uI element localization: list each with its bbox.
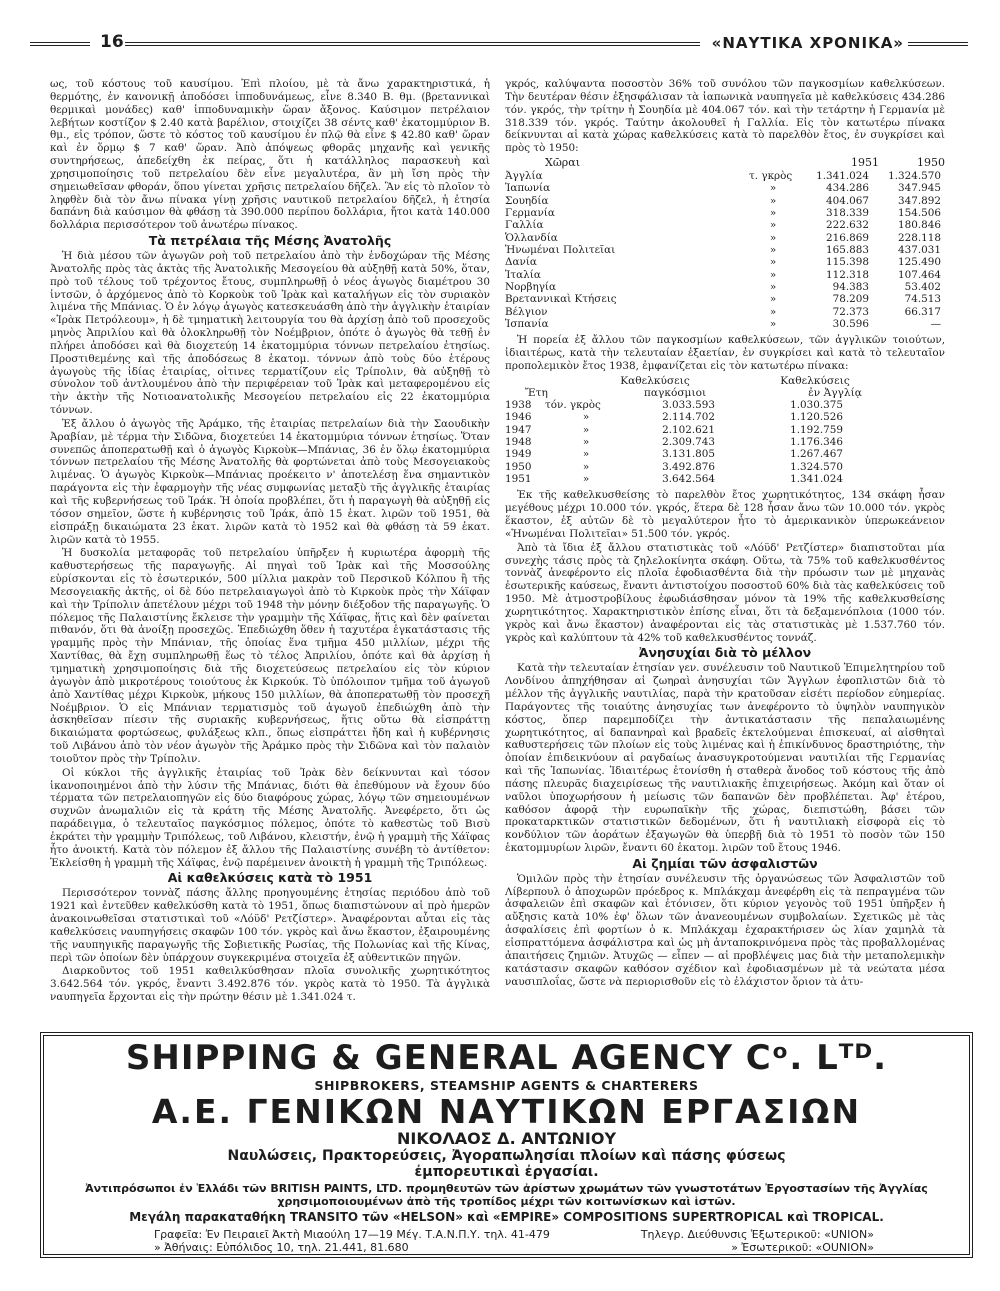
paragraph: Ἀπὸ τὰ ἴδια ἐξ ἄλλου στατιστικὰς τοῦ «Λόϋδ' Ρετζίστερ» διαπιστοῦται μία συνεχὴς τάσις πρὸς τὰ ζηλελοκίνητα σκάφη. Οὕτω, τὰ 75% τοῦ καθελκυσθέντος τοννὰζ ἀνεφέροντο εἰς πλοῖα ἐφοδιασθέντα διὰ τὴν πρόωσιν των μὲ μηχανὰς ἐσωτερικῆς καύσεως, ἔναντι ἀντιστοίχου ποσοστοῦ 60% διὰ τὰς καθελκύσεις τοῦ 1950. Μὲ ἀτμοστροβίλους ἐφωδιάσθησαν μόνον τὰ 19% τῆς καθελκυσθείσης χωρητικότητος. Χαρακτηριστικὸν ἐπίσης εἶναι, ὅτι τὰ δεξαμενόπλοια (1000 τόν. γκρὸς καὶ ἄνω ἕκαστον) ἀναφέρονται εἰς τὰς στατιστικὰς μὲ 1.537.760 τόν. γκρὸς καὶ καλύπτουν τὰ 42% τοῦ καθελκυσθέντος τοννάζ. [505, 541, 945, 644]
column-header-uk-sub: ἐν Ἀγγλίᾳ [808, 386, 862, 399]
country-name: Ἰταλία [505, 268, 541, 281]
value-1950: 347.945 [898, 182, 941, 195]
ad-telegraph-foreign: Τηλεγρ. Διεύθυνσις Ἐξωτερικοῦ: «UNION» [640, 1228, 874, 1241]
paragraph: Ἐκ τῆς καθελκυσθείσης τὸ παρελθὸν ἔτος χωρητικότητος, 134 σκάφη ἦσαν μεγέθους μέχρι 10.000 τόν. γκρός, ἕτερα δὲ 128 ἦσαν ἄνω τῶν 10.000 τόν. γκρὸς ἕκαστον, ἐξ αὐτῶν δὲ τὸ μεγαλύτερον ἦτο τὸ ἀμερικανικὸν ὑπερωκεάνειον «Ἡνωμέναι Πολιτεῖαι» 51.500 τόν. γκρός. [505, 489, 945, 540]
column-header-1950: 1950 [917, 156, 946, 170]
column-header-world: Καθελκύσεις [620, 374, 690, 387]
unit: » [582, 423, 590, 436]
value-1951: 94.383 [832, 281, 869, 293]
uk-value: 1.030.375 [790, 398, 843, 411]
country-name: Νορβηγία [505, 281, 556, 293]
unit: » [582, 411, 590, 424]
table-row [505, 318, 945, 330]
value-1950: 180.846 [898, 219, 941, 232]
unit: » [769, 268, 777, 281]
table-row [505, 170, 945, 182]
left-column [50, 78, 490, 1005]
table-row [505, 269, 945, 281]
unit: » [769, 305, 777, 318]
ad-address-piraeus: Γραφεῖα: Ἐν Πειραιεῖ Ἀκτὴ Μιαούλη 17—19 Μέγ. Τ.Α.Ν.Π.Υ. τηλ. 41-479 [154, 1228, 550, 1241]
ad-services-line: Ναυλώσεις, Πρακτορεύσεις, Ἀγοραπωλησίαι πλοίων καὶ πάσης φύσεως [227, 1148, 786, 1164]
uk-value: 1.324.570 [790, 460, 843, 473]
value-1951: 404.067 [826, 194, 869, 207]
country-name: Βέλγιον [505, 305, 548, 318]
newspaper-page [30, 30, 970, 1260]
year: 1950 [505, 460, 532, 473]
unit: » [769, 243, 777, 256]
world-value: 3.492.876 [662, 460, 715, 473]
value-1950: 107.464 [898, 268, 941, 281]
world-value: 2.114.702 [662, 411, 715, 424]
country-name: Δανία [505, 256, 537, 269]
value-1951: 115.398 [826, 256, 869, 269]
table-row [505, 256, 945, 268]
ad-representation: Ἀντιπρόσωποι ἐν Ἑλλάδι τῶν BRITISH PAINTS, LTD. προμηθευτῶν τῶν ἀρίστων χρωμάτων τῶν γνωστοτάτων Ἐργοστασίων τῆς Ἀγγλίας χρησιμοποιουμένων ἀπὸ τῆς τροπίδος μέχρι τῶν κοιτωνίσκων καὶ ἱστῶν. [85, 1182, 928, 1208]
ad-company-name-english: SHIPPING & GENERAL AGENCY Cᵒ. Lᵀᴰ. [125, 1038, 888, 1078]
spacer [715, 424, 753, 436]
country-name: Βρεταννικαὶ Κτήσεις [505, 293, 617, 306]
unit: τόν. γκρὸς [545, 398, 601, 411]
value-1950: 228.118 [898, 231, 941, 244]
value-1951: 216.869 [826, 231, 869, 244]
value-1950: 1.324.570 [888, 169, 941, 182]
table-row [505, 281, 945, 293]
ad-telegraph-domestic: » Ἐσωτερικοῦ: «OUNION» [731, 1241, 874, 1254]
unit: » [769, 293, 777, 306]
paragraph: Ἡ διὰ μέσου τῶν ἀγωγῶν ροὴ τοῦ πετρελαίου ἀπὸ τὴν ἐνδοχώραν τῆς Μέσης Ἀνατολῆς πρὸς τὰς ἀκτὰς τῆς Ἀνατολικῆς Μεσογείου θὰ αὐξηθῇ κατὰ 50%, ὅταν, πρὸ τοῦ τέλους τοῦ τρέχοντος ἔτους, συμπληρωθῇ ὁ νέος ἀγωγὸς διαμέτρου 30 ἰντσῶν, ὁ ἀρχόμενος ἀπὸ τὸ Κορκοὺκ τοῦ Ἰρὰκ καὶ καταλήγων εἰς τὸν συριακὸν λιμένα τῆς Μπάνιας. Ὁ ἐν λόγῳ ἀγωγὸς κατεσκευάσθη ἀπὸ τὴν ἀγγλικὴν ἑταιρίαν «Ἰρὰκ Πετρόλεουμ», ἡ δὲ τμηματικὴ λειτουργία του θὰ ἀρχίσῃ ἀπὸ τοῦ προσεχοῦς μηνὸς Ἀπριλίου καὶ θὰ ὁλοκληρωθῇ τὸν Νοέμβριον, ὁπότε ὁ ἀγωγὸς θὰ τεθῇ ἐν πλήρει ἀποδόσει καὶ θὰ διοχετεύῃ 14 ἑκατομμύρια τόννων πετρελαίου ἐτησίως. Προστιθεμένης καὶ τῆς ἀποδόσεως 8 ἑκατομ. τόννων ἀπὸ τοὺς δύο ἑτέρους ἀγωγοὺς τῆς ἰδίας ἑταιρίας, οἱτινες τερματίζουν εἰς Τρίπολιν, θὰ αὐξηθῇ τὸ σύνολον τοῦ ἀντλουμένου ἀπὸ τὴν περιφέρειαν τοῦ Ἰρὰκ καὶ μεταφερομένου εἰς τὴν ἀκτὴν τῆς Νοτιοανατολικῆς Μεσογείου πετρελαίου εἰς 22 ἑκατομμύρια τόννων. [50, 249, 490, 417]
world-value: 3.642.564 [662, 472, 715, 485]
table-header [505, 157, 945, 170]
value-1950: 154.506 [898, 206, 941, 219]
value-1951: 222.632 [826, 219, 869, 232]
header-rule-right [908, 42, 968, 46]
column-header-year: Ἔτη [525, 386, 548, 399]
unit: » [582, 435, 590, 448]
unit: » [769, 206, 777, 219]
value-1950: 347.892 [898, 194, 941, 207]
paragraph: Ἡ δυσκολία μεταφορᾶς τοῦ πετρελαίου ὑπῆρξεν ἡ κυριωτέρα ἀφορμὴ τῆς καθυστερήσεως τῆς παραγωγῆς. Αἱ πηγαὶ τοῦ Ἰρὰκ καὶ τῆς Μοσσούλης εὑρίσκονται εἰς τὸ ἐσωτερικόν, 500 μίλλια μακρὰν τοῦ Περσικοῦ Κόλπου ἢ τῆς Μεσογειακῆς ἀκτῆς, οἱ δὲ δύο πετρελαιαγωγοὶ ἀπὸ τὸ Κιρκοὺκ πρὸς τὴν Χάϊφαν καὶ τὴν Τρίπολιν ἀπετέλουν μέχρι τοῦ 1948 τὴν μόνην διέξοδον τῆς παραγωγῆς. Ὁ πόλεμος τῆς Παλαιστίνης ἔκλεισε τὴν γραμμὴν τῆς Χάϊφας, ἥτις καὶ δὲν φαίνεται πιθανόν, ὅτι θὰ ἀνοίξῃ προσεχῶς. Ἐπεδιώχθη ὅθεν ἡ ταχυτέρα ἐγκατάστασις τῆς γραμμῆς πρὸς τὴν Μπάνιαν, τῆς ὁποίας ἕνα τμῆμα 450 μιλλίων, μέχρι τῆς Χαντίθας, θὰ ἔχῃ συμπληρωθῇ ἕως τὸ τέλος Ἀπριλίου, ὁπότε καὶ θὰ ἀρχίσῃ ἡ τμηματικὴ χρησιμοποίησις διὰ τῆς διοχετεύσεως πετρελαίου εἰς τὸν κύριον ἀγωγὸν ἀπὸ μικροτέρους τοιούτους ἐκ Κιρκούκ. Τὸ ὑπόλοιπον τμῆμα τοῦ ἀγωγοῦ ἀπὸ Χαντίθας μέχρι Κιρκοὺκ, μήκους 150 μιλλίων, θὰ ἀποπερατωθῇ τὸν προσεχῆ Νοέμβριον. Ὁ εἰς Μπάνιαν τερματισμὸς τοῦ ἀγωγοῦ ἐπεδιώχθη ἀπὸ τὴν ἀσκηθεῖσαν πίεσιν τῆς συριακῆς κυβερνήσεως, ἥτις οὕτω θὰ εἰσπράττῃ δικαιώματα φορτώσεως, φυλάξεως κλπ., ὅπως εἰσπράττει ἤδη καὶ ἡ κυβέρνησις τοῦ Λιβάνου ἀπὸ τὸν νέον ἀγωγὸν τῆς Ἀράμκο πρὸς τὴν Σιδῶνα καὶ τὸν παλαιὸν τοιοῦτον πρὸς τὴν Τρίπολιν. [50, 547, 490, 765]
unit: » [769, 219, 777, 232]
table-row [505, 411, 945, 423]
year: 1946 [505, 411, 532, 424]
world-value: 3.033.593 [662, 398, 715, 411]
ad-address-row [154, 1241, 874, 1254]
value-1951: 72.373 [832, 305, 869, 318]
value-1951: 30.596 [832, 318, 869, 331]
value-1950: 66.317 [904, 305, 941, 318]
page-header [30, 30, 970, 60]
launches-by-year-table [505, 375, 945, 485]
paragraph: Κατὰ τὴν τελευταίαν ἐτησίαν γεν. συνέλευσιν τοῦ Ναυτικοῦ Ἐπιμελητηρίου τοῦ Λονδίνου ἀπηχήθησαν αἱ ζωηραὶ ἀνησυχίαι τῶν Ἄγγλων ἐφοπλιστῶν διὰ τὸ μέλλον τῆς ἀγγλικῆς ναυτιλίας, παρὰ τὴν κρατοῦσαν εἰσέτι περίοδον εὐημερίας. Παράγοντες τῆς τοιαύτης ἀνησυχίας των ἀνεφέροντο τὸ ὑψηλὸν ναυπηγικὸν κόστος, ὅπερ παρεμποδίζει τὴν ἀντικατάστασιν τῆς πεπαλαιωμένης χωρητικότητος, αἱ δαπανηραὶ καὶ βραδεῖς ἐκτελούμεναι ἐπισκευαί, αἱ αἰσθηταὶ καθυστερήσεις τῶν πλοίων εἰς τοὺς λιμένας καὶ ἡ ἐπικίνδυνος δραστηριότης, τὴν ὁποίαν ἐπιδεικνύουν αἱ ραγδαίως ἀνασυγκροτούμεναι ναυτιλίαι τῆς Γερμανίας καὶ τῆς Ἰαπωνίας. Ἰδιαιτέρως ἐτονίσθη ἡ σταθερὰ ἄνοδος τοῦ κόστους τῆς ἀπὸ πάσης πλευρᾶς διαχειρίσεως τῆς ναυτιλιακῆς ἐπιχειρήσεως. Ἀκόμη καὶ ὅταν οἱ ναῦλοι ὑποχωρήσουν ἡ μείωσις τῶν δαπανῶν δὲν προβλέπεται. Ἀφ' ἑτέρου, καθόσον ἀφορᾷ τὴν ευρωπαϊκὴν τῆς χώρας, διεπιστώθη, βάσει τῶν προκαταρκτικῶν στατιστικῶν δεδομένων, ὅτι ἡ ναυτιλιακὴ εἰσφορὰ εἰς τὸ κονδύλιον τῶν ἀοράτων ἐξαγωγῶν θὰ ὑπερβῇ διὰ τὸ 1951 τὸ ποσὸν τῶν 150 ἑκατομμυρίων λιρῶν, ἔναντι 60 ἑκατομ. λιρῶν τοῦ ἔτους 1946. [505, 662, 945, 855]
year: 1948 [505, 435, 532, 448]
value-1951: 1.341.024 [816, 169, 869, 182]
country-name: Ἱσπανία [505, 318, 549, 331]
paragraph: Διαρκοῦντος τοῦ 1951 καθειλκύσθησαν πλοῖα συνολικῆς χωρητικότητος 3.642.564 τόν. γκρός, ἔναντι 3.492.876 τόν. γκρὸς κατὰ τὸ 1950. Τὰ ἀγγλικὰ ναυπηγεῖα ἔρχονται εἰς τὴν πρώτην θέσιν μὲ 1.341.024 τ. [50, 965, 490, 1004]
uk-value: 1.176.346 [790, 435, 843, 448]
table-header [505, 387, 945, 399]
world-value: 2.102.621 [662, 423, 715, 436]
paragraph: Οἱ κύκλοι τῆς ἀγγλικῆς ἑταιρίας τοῦ Ἰρὰκ δὲν δείκνυνται καὶ τόσον ἱκανοποιημένοι ἀπὸ τὴν λύσιν τῆς Μπάνιας, διότι θὰ ἐπεθύμουν νὰ ἔχουν δύο τέρματα τῶν πετρελαιοπηγῶν εἰς δύο διαφόρους χώρας, λόγῳ τῶν σημειουμένων συχνῶν ἀνωμαλιῶν εἰς τὰ κράτη τῆς Μέσης Ἀνατολῆς. Ἀνεφέρετο, ὅτι ὡς παράδειγμα, ὁ τελευταῖος παγκόσμιος πόλεμος, ὁπότε τὸ καθεστὼς τοῦ Βισὺ ἐκράτει τὴν γραμμὴν Τριπόλεως, τοῦ Λιβάνου, κλειστήν, ἐνῷ ἡ γραμμὴ τῆς Χάϊφας ἦτο ἀνοικτή. Κατὰ τὸν πόλεμον ἐξ ἄλλου τῆς Παλαιστίνης συνέβη τὸ ἀντίθετον: Ἐκλείσθη ἡ γραμμὴ τῆς Χάϊφας, ἐνῷ παρέμεινεν ἀνοικτὴ ἡ γραμμὴ τῆς Τριπόλεως. [50, 766, 490, 869]
header-rule-left [30, 42, 90, 46]
table-row [505, 219, 945, 231]
unit: » [769, 318, 777, 331]
paragraph: Ὁμιλῶν πρὸς τὴν ἐτησίαν συνέλευσιν τῆς ὀργανώσεως τῶν Ἀσφαλιστῶν τοῦ Λίβερπουλ ὁ ἀποχωρῶν πρόεδρος κ. Μπλάκχαμ ἀνεφέρθη εἰς τὰ πεπραγμένα τῶν ἀσφαλειῶν ἐπὶ σκαφῶν καὶ ἐτόνισεν, ὅτι κύριον γεγονὸς τοῦ 1951 ὑπῆρξεν ἡ αὔξησις κατὰ 10% ἐφ' ὅλων τῶν ἀνανεουμένων συμβολαίων. Σχετικῶς μὲ τὰς ἀσφαλίσεις ἐπὶ φορτίων ὁ κ. Μπλάκχαμ ἐχαρακτήρισεν ὡς λίαν χαμηλὰ τὰ εἰσπραττόμενα ἀσφάλιστρα καὶ ὡς μὴ ἀνταποκρινόμενα πρὸς τὰς προβαλλομένας ἀπαιτήσεις ζημιῶν. Ἀτυχῶς — εἶπεν — αἱ προβλέψεις μας διὰ τὴν μεταπολεμικὴν κατάστασιν σκαφῶν καθόσον σχέδιον καὶ ἐφοδιασμένων μὲ τὰ νεώτατα μέσα ναυσιπλοΐας, ὥστε νὰ περιορισθοῦν εἰς τὸ ἐλάχιστον ὅριον τὰ ἀτυ- [505, 872, 945, 988]
column-header-1951: 1951 [850, 156, 879, 170]
spacer [715, 436, 753, 448]
table-row [505, 195, 945, 207]
ad-services-line: ἐμπορευτικαὶ ἐργασίαι. [414, 1164, 599, 1180]
column-header-uk: Καθελκύσεις [780, 374, 850, 387]
year: 1951 [505, 472, 532, 485]
country-name: Ὁλλανδία [505, 231, 558, 244]
header-rule-middle [125, 42, 700, 46]
value-1950: 74.513 [904, 293, 941, 306]
spacer [715, 473, 753, 485]
value-1950: 53.402 [904, 281, 941, 293]
ad-services-greek [44, 1148, 969, 1180]
value-1950: — [930, 318, 941, 331]
value-1950: 125.490 [898, 256, 941, 269]
uk-value: 1.120.526 [790, 411, 843, 424]
country-name: Ἀγγλία [505, 169, 543, 182]
table-row [505, 448, 945, 460]
column-header-unit [769, 157, 813, 170]
table-row [505, 461, 945, 473]
value-1951: 112.318 [826, 268, 869, 281]
uk-value: 1.267.467 [790, 448, 843, 461]
value-1951: 165.883 [826, 243, 869, 256]
ad-company-name-greek: Α.Ε. ΓΕΝΙΚΩΝ ΝΑΥΤΙΚΩΝ ΕΡΓΑΣΙΩΝ [151, 1092, 862, 1131]
publication-title: «ΝΑΥΤΙΚΑ ΧΡΟΝΙΚΑ» [711, 34, 904, 52]
spacer [715, 399, 753, 411]
country-name: Ἡνωμέναι Πολιτεῖαι [505, 243, 616, 256]
spacer [715, 448, 753, 460]
ad-owner-name: ΝΙΚΟΛΑΟΣ Δ. ΑΝΤΩΝΙΟΥ [396, 1129, 617, 1148]
year: 1947 [505, 423, 532, 436]
table-row [505, 207, 945, 219]
uk-value: 1.192.759 [790, 423, 843, 436]
table-header [505, 375, 945, 387]
unit: » [769, 182, 777, 195]
ad-address-athens: » Ἀθήναις: Εὐπόλιδος 10, τηλ. 21.441, 81.680 [154, 1241, 409, 1254]
unit: » [582, 472, 590, 485]
table-row [505, 306, 945, 318]
paragraph: Περισσότερον τοννὰζ πάσης ἄλλης προηγουμένης ἐτησίας περιόδου ἀπὸ τοῦ 1921 καὶ ἐντεῦθεν καθελκύσθη κατὰ τὸ 1951, ὅπως διαπιστώνουν αἱ πρὸ ἡμερῶν ἀνακοινωθεῖσαι στατιστικαὶ τοῦ «Λόϋδ' Ρετζίστερ». Ἀναφέρονται αὗται εἰς τὰς καθελκύσεις ναυπηγήσεις σκαφῶν 100 τόν. γκρὸς καὶ ἄνω ἕκαστον, ἐξαιρουμένης τῆς ναυπηγικῆς παραγωγῆς τῆς Σοβιετικῆς Ρωσίας, τῆς Πολωνίας καὶ τῆς Κίνας, περὶ τῶν ὁποίων δὲν ὑπάρχουν συγκεκριμένα στοιχεῖα ἐξ αὐθεντικῶν πηγῶν. [50, 887, 490, 964]
value-1951: 78.209 [832, 293, 869, 306]
table-row [505, 232, 945, 244]
unit: τ. γκρὸς [749, 169, 793, 182]
column-header-world-sub: παγκόσμιοι [643, 386, 707, 399]
value-1950: 437.031 [898, 243, 941, 256]
table-row [505, 244, 945, 256]
ad-services-english: SHIPBROKERS, STEAMSHIP AGENTS & CHARTERERS [314, 1078, 699, 1093]
paragraph: Ἡ πορεία ἐξ ἄλλου τῶν παγκοσμίων καθελκύσεων, τῶν ἀγγλικῶν τοιούτων, ἰδιαιτέρως, κατὰ τὴν τελευταίαν ἑξαετίαν, ἐν συγκρίσει καὶ κατὰ τὸ τελευταῖον προπολεμικὸν ἔτος 1938, ἐμφανίζεται εἰς τὸν κατωτέρω πίνακα: [505, 334, 945, 373]
paragraph: γκρός, καλύψαντα ποσοστὸν 36% τοῦ συνόλου τῶν παγκοσμίων καθελκύσεων. Τὴν δευτέραν θέσιν ἐξησφάλισαν τὰ ἰαπωνικὰ ναυπηγεῖα μὲ καθελκύσεις 434.286 τόν. γκρός, τὴν τρίτην ἡ Σουηδία μὲ 404.067 τόν. καὶ τὴν τετάρτην ἡ Γερμανία μὲ 318.339 τόν. γκρός. Ταύτην ἀκολουθεῖ ἡ Γαλλία. Εἰς τὸν κατωτέρω πίνακα δείκνυνται αἱ κατὰ χώρας καθελκύσεις κατὰ τὸ παρελθὸν ἔτος, ἐν συγκρίσει καὶ πρὸς τὸ 1950: [505, 78, 945, 155]
year: 1949 [505, 448, 532, 461]
table-row [505, 424, 945, 436]
section-heading: Τὰ πετρέλαια τῆς Μέσης Ἀνατολῆς [148, 233, 392, 249]
table-row [505, 473, 945, 485]
table-row [505, 293, 945, 305]
value-1951: 318.339 [826, 206, 869, 219]
spacer [715, 411, 753, 423]
value-1951: 434.286 [826, 182, 869, 195]
table-row [505, 182, 945, 194]
ad-depot: Μεγάλη παρακαταθήκη TRANSITO τῶν «HELSON» καὶ «EMPIRE» COMPOSITIONS SUPERTROPICAL καὶ TROPICAL. [129, 1210, 884, 1224]
paragraph: ως, τοῦ κόστους τοῦ καυσίμου. Ἐπὶ πλοίου, μὲ τὰ ἄνω χαρακτηριστικά, ἡ θερμότης, ἐν κανονικῇ ἀποδόσει ἱπποδυνάμεως, εἶνε 8.340 Β. θμ. (βρεταννικαὶ θερμικαὶ μονάδες) καθ' ἱπποδυναμικὴν ὥραν ἄξονος. Καύσιμον πετρέλαιον λεβήτων κοστίζον $ 2.40 κατὰ βαρέλιον, στοιχίζει 38 σέντς καθ' ἑκατομμύριον Β. θμ., εἰς τρόπον, ὥστε τὸ κόστος τοῦ καυσίμου ἐν πλῷ θὰ εἶνε $ 42.80 καθ' ὥραν καὶ ἐν ὅρμῳ $ 7 καθ' ὥραν. Ἀπὸ ἀπόψεως φθορᾶς μηχανῆς καὶ γενικῆς συντηρήσεως, ἀπεδείχθη ἐκ πείρας, ὅτι ἡ κατάλληλος παρασκευὴ καὶ χρησιμοποίησις τοῦ πετρελαίου δὲν εἶνε μεγαλυτέρα, ἂν μὴ ἴση πρὸς τὴν σημειωθεῖσαν φθοράν, ὅπου γίνεται χρῆσις πετρελαίου δῆζελ. Ἂν εἰς τὸ πλοῖον τὸ ληφθὲν διὰ τὸν ἄνω πίνακα γίνῃ χρῆσις ναυτικοῦ πετρελαίου δῆζελ, ἡ ἐτησία δαπάνη διὰ καύσιμον θὰ φθάσῃ τὰ 390.000 περίπου δολλάρια, ἤτοι κατὰ 140.000 δολλάρια περισσότερον τοῦ ἀνωτέρω πίνακος. [50, 78, 490, 232]
launches-by-country-table [505, 157, 945, 330]
spacer [715, 461, 753, 473]
year: 1938 [505, 398, 532, 411]
unit: » [769, 194, 777, 207]
unit: » [769, 231, 777, 244]
section-heading: Ἀνησυχίαι διὰ τὸ μέλλον [638, 645, 812, 661]
country-name: Γαλλία [505, 219, 544, 232]
uk-value: 1.341.024 [790, 472, 843, 485]
unit: » [769, 281, 777, 293]
section-heading: Αἱ ζημίαι τῶν ἀσφαλιστῶν [632, 855, 818, 871]
paragraph: Ἐξ ἄλλου ὁ ἀγωγὸς τῆς Ἀράμκο, τῆς ἑταιρίας πετρελαίων διὰ τὴν Σαουδικὴν Ἀραβίαν, μὲ τέρμα τὴν Σιδῶνα, διοχετεύει 14 ἑκατομμύρια τόννων ἐτησίως. Ὅταν συνεπῶς ἀποπερατωθῇ καὶ ὁ ἀγωγὸς Κιρκοὺκ—Μπάνιας, 36 ἐν ὅλῳ ἑκατομμύρια τόννων πετρελαίου τῆς Μέσης Ἀνατολῆς θὰ φορτώνεται ἀπὸ τοὺς Μεσογειακοὺς λιμένας. Ὁ ἀγωγὸς Κιρκοὺκ—Μπάνιας προέκειτο ν' ἀποτελέσῃ ἕνα σημαντικὸν παράγοντα εἰς τὴν ἐφαρμογὴν τῆς νέας συμφωνίας μεταξὺ τῆς ἀγγλικῆς ἑταιρίας καὶ τῆς κυβερνήσεως τοῦ Ἰράκ. Ἡ ὁποία προβλέπει, ὅτι ἡ παραγωγὴ θὰ αὐξηθῇ εἰς τόσον σημεῖον, ὥστε ἡ κυβέρνησις τοῦ Ἰράκ, ἀπὸ 15 ἑκατ. λιρῶν τοῦ 1951, θὰ εἰσπράξῃ δικαιώματα 23 ἑκατ. λιρῶν κατὰ τὸ 1952 καὶ θὰ φθάσῃ τὰ 59 ἑκατ. λιρῶν κατὰ τὸ 1955. [50, 417, 490, 546]
page-number: 16 [100, 32, 124, 52]
right-column [505, 78, 945, 989]
table-row [505, 436, 945, 448]
country-name: Σουηδία [505, 194, 549, 207]
table-row [505, 399, 945, 411]
country-name: Γερμανία [505, 206, 555, 219]
unit: » [582, 448, 590, 461]
shipping-agency-advertisement [40, 1032, 973, 1258]
section-heading: Αἱ καθελκύσεις κατὰ τὸ 1951 [167, 870, 373, 886]
unit: » [769, 256, 777, 269]
unit: » [582, 460, 590, 473]
world-value: 3.131.805 [662, 448, 715, 461]
country-name: Ἰαπωνία [505, 182, 551, 195]
world-value: 2.309.743 [662, 435, 715, 448]
ad-address-row [154, 1228, 874, 1241]
column-header-country: Χῶραι [545, 157, 581, 170]
